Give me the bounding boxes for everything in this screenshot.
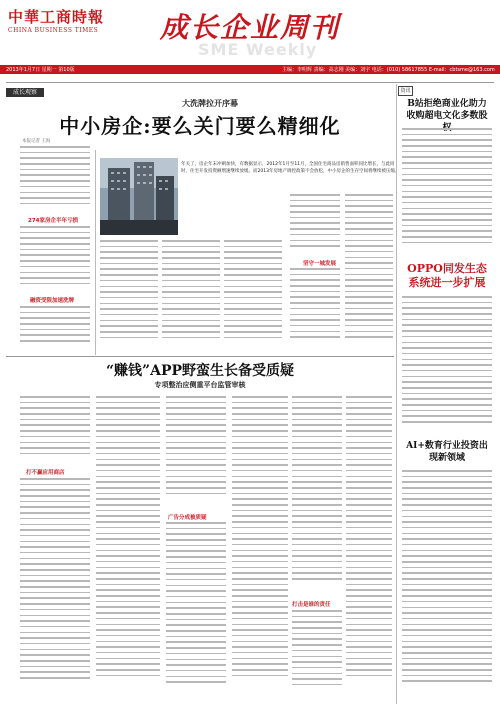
editor-contacts: 主编：李明辉 责编：高志刚 美编：刘宇 电话：(010) 58617855 E-mail：cbtsme@163.com xyxy=(282,67,495,73)
second-body-col-4 xyxy=(232,396,288,698)
supplement-title: 成长企业周刊 xyxy=(160,11,341,44)
section-tag: 成长观察 xyxy=(6,88,44,97)
lead-body-col-6 xyxy=(345,194,393,352)
lead-body-col-4 xyxy=(224,240,282,352)
second-headline: “赚钱”APP野蛮生长备受质疑 xyxy=(105,363,295,379)
lead-body-col-1c xyxy=(20,306,90,352)
issue-date: 2013年1月7日 星期一 第10版 xyxy=(6,67,75,73)
second-body-col-3a xyxy=(166,396,226,508)
col-divider xyxy=(95,150,96,355)
second-subhead-3: 打击是谁的责任 xyxy=(292,602,331,608)
sidebar-body-3 xyxy=(402,470,492,698)
lead-photo xyxy=(100,158,178,235)
second-body-col-3b xyxy=(166,522,226,698)
supplement-title-en: SME Weekly xyxy=(198,40,318,59)
second-body-col-1b xyxy=(20,478,90,698)
issue-info-bar xyxy=(0,65,500,74)
newspaper-logo xyxy=(8,6,104,34)
top-rule xyxy=(6,82,494,83)
lead-byline: 本报记者 王海 xyxy=(22,139,51,144)
second-body-col-1a xyxy=(20,396,90,464)
sidebar-headline-2: OPPO同发生态系统进一步扩展 xyxy=(407,262,487,289)
story-divider xyxy=(6,356,394,357)
newspaper-name-en: CHINA BUSINESS TIMES xyxy=(8,27,99,34)
lead-body-col-1b xyxy=(20,226,90,294)
sidebar-divider xyxy=(396,84,397,704)
lead-body-col-5a xyxy=(290,194,340,256)
lead-subhead-2: 融资受限加速洗牌 xyxy=(30,298,75,304)
second-deck: 专项整治应侧重平台监管审核 xyxy=(154,381,246,389)
newspaper-name: 中華工商時報 xyxy=(8,8,105,26)
second-body-col-5a xyxy=(292,396,342,596)
sidebar-body-1 xyxy=(402,128,492,254)
lead-caption: 年关了，房企年末冲刺加快，有数据显示，2012年1月至11月，全国住宅商品房销售面积同比增长，与此同时，住宅开发投资额增速继续放缓。而2013年房地产调控政策不会放松，中小房企的生存空间将继续被压缩。 xyxy=(181,162,400,174)
sidebar-body-2 xyxy=(402,296,492,434)
second-body-col-6 xyxy=(346,396,392,698)
sidebar-headline-3: AI+数育行业投资出现新领域 xyxy=(406,441,488,463)
second-subhead-1: 打不赢应用商店 xyxy=(26,470,65,476)
sidebar-headline-1: B站拒绝商业化助力收购超电文化多数股 xyxy=(406,99,488,121)
second-subhead-2: 广告分成被质疑 xyxy=(168,515,207,521)
lead-body-col-2 xyxy=(100,240,158,352)
second-body-col-5b xyxy=(292,610,342,698)
building-photo xyxy=(100,158,178,235)
lead-headline: 中小房企:要么关门要么精细化 xyxy=(59,114,341,138)
second-body-col-2 xyxy=(96,396,160,698)
masthead xyxy=(0,0,500,73)
lead-subhead-3: 坚守一城发展 xyxy=(303,261,337,267)
lead-body-col-1a xyxy=(20,146,90,214)
lead-body-col-3 xyxy=(162,240,220,352)
lead-body-col-5b xyxy=(290,268,340,352)
sidebar-label: 资讯 xyxy=(398,86,413,96)
lead-kicker: 大洗牌拉开序幕 xyxy=(182,99,238,108)
lead-subhead-1: 274家房企半年亏损 xyxy=(28,218,78,224)
